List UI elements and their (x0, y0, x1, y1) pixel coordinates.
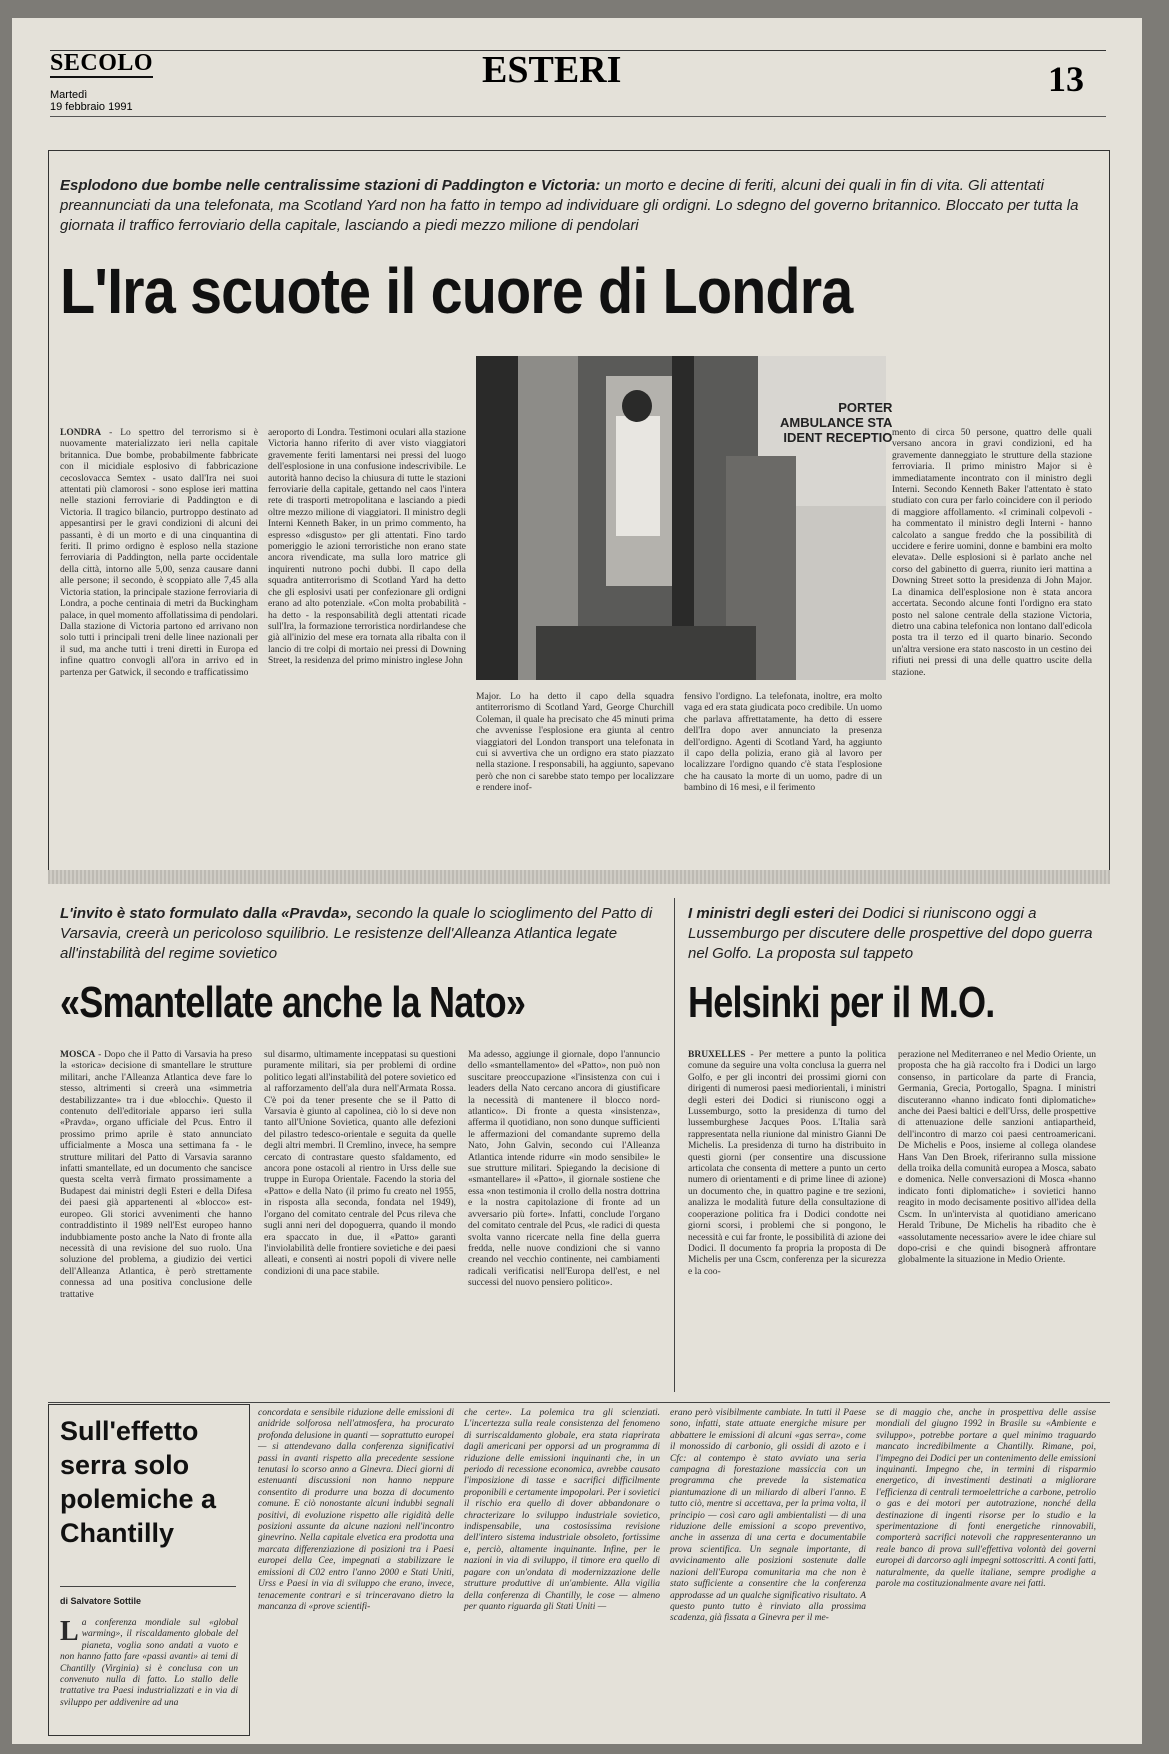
newspaper-page (12, 18, 1142, 1744)
nato-column-3: Ma adesso, aggiunge il giornale, dopo l'annuncio dello «smantellamento» del «Patto», non può non suscitare preoccupazione «l'insistenza con cui i leaders della Nato cercano ancora di giustificare la necessità di mantenere il blocco nord-atlantico». Di fronte a questa «insistenza», afferma il quotidiano, non sono dunque sufficienti le affermazioni del comandante supremo della Nato, John Galvin, secondo cui l'Alleanza Atlantica intende ridurre «in modo sensibile» le sue strutture militari. Spiegando la decisione di «smantellare» il «Patto», il giornale sostiene che essa «non testimonia il crollo della nostra dottrina e la nostra capitolazione di fronte ad un avversario più forte». Infatti, conclude l'organo del comitato centrale del Pcus, «le radici di questa svolta vanno ricercate nella fine della guerra fredda, nelle nuove condizioni che si vanno creando nel vecchio continente, nei cambiamenti radicali verificatisi nell'Europa dell'est, e nel successi del nuovo pensiero politico». (468, 1050, 660, 1289)
helsinki-column-1-text: - Per mettere a punto la politica comune da seguire una volta conclusa la guerra nel Golfo, e per gli incontri dei prossimi giorni con dirigenti di numerosi paesi mediorientali, i ministri degli esteri dei Dodici si riuniscono oggi a Lussemburgo, sotto la presidenza di turno del lussemburghese Jacques Poos. L'Italia sarà rappresentata nella riunione dal ministro Gianni De Michelis. La presidenza di turno ha distribuito in questi giorni (per consentire una discussione articolata che consenta di mettere a punto un certo numero di orientamenti e di prime linee di azione) un documento che, in quattro pagine e tre sezioni, analizza le modalità future della consultazione di cooperazione politica fra i Dodici condotte nei giorni scorsi, i problemi che si pongono, le necessità e cui far fronte, le possibilità di azione dei Dodici. Il documento fa propria la proposta di De Michelis per una Cscm, conferenza per la sicurezza e la coo- (688, 1050, 886, 1277)
photo-sign-text: PORTER AMBULANCE STA IDENT RECEPTIO (780, 400, 893, 445)
top-story-column-3: Major. Lo ha detto il capo della squadra antiterrorismo di Scotland Yard, George Churchill Coleman, il quale ha precisato che 45 minuti prima che avvenisse l'esplosione era giunta al centro viaggiatori del London transport una telefonata in cui si avvertiva che un ordigno era stato piazzato nella stazione. I responsabili, ha aggiunto, sapevano però che non ci sarebbe stato tempo per localizzare e rendere inof- (476, 692, 674, 794)
top-story-column-1-text: - Lo spettro del terrorismo si è nuovamente materializzato ieri nella capitale britannica. Due bombe, probabilmente fabbricate con il micidiale esplosivo di fabbricazione cecoslovacca Semtex - usato dall'Ira nei suoi attentati più clamorosi - sono esplose ieri mattina nelle stazioni ferroviarie di Paddington e di Victoria. Il tragico bilancio, purtroppo destinato ad appesantirsi per le gravi condizioni di alcuni dei passanti, è di un morto e di una cinquantina di feriti. Il primo ordigno è esploso nella stazione ferroviaria di Paddington, nella parte occidentale della città, intorno alle 5,00, senza causare danni alle persone; il secondo, è scoppiato alle 7,45 alla Victoria station, la principale stazione ferroviaria di Londra, a poche centinaia di metri da Buckingham palace, in quel momento affollatissima di pendolari. Dalla stazione di Victoria partono ed arrivano non solo tutti i principali treni delle linee nazionali per il sud, ma anche tutti i treni diretti in Europa ed infine quattro convogli all'ora in arrivo ed in partenza per Gatwick, il secondo e trafficatissimo (60, 428, 258, 678)
helsinki-kicker (688, 904, 1098, 964)
chantilly-column-1-text: a conferenza mondiale sul «global warming», il riscaldamento globale del pianeta, voglia sono andati a vuoto e non hanno fatto fare «passi avanti» ai temi di Chantilly (Virginia) si è conclusa con un convenuto nulla di fatto. Lo stallo delle trattative tra Paesi industrializzati e in via di sviluppo per addivenire ad una (60, 1618, 238, 1708)
helsinki-kicker-text: dei Dodici si riuniscono oggi a Lussemburgo per discutere delle prospettive del dopo guerra nel Golfo. La proposta sul tappeto (688, 905, 1093, 962)
top-story-column-1 (60, 428, 258, 868)
top-story-column-2: aeroporto di Londra. Testimoni oculari alla stazione Victoria hanno riferito di aver visto viaggiatori gravemente feriti lamentarsi nei pressi del luogo dell'esplosione in una confusione indescrivibile. Le autorità hanno deciso la chiusura di tutte le stazioni ferroviarie della capitale, gettando nel caos l'intera rete di trasporti metropolitana e lasciando a piedi oltre mezzo milione di viaggiatori. Il ministro degli Interni Kenneth Baker, in un primo commento, ha espresso «disgusto» per gli attentati. Fino tardo pomeriggio le azioni terroristiche non erano state ancora rivendicate, ma sulla loro matrice gli inquirenti nutrono pochi dubbi. Il capo della squadra antiterrorismo di Scotland Yard ha detto che gli esplosivi usati per confezionare gli ordigni erano ad alto potenziale. «Con molta probabilità - ha detto - la responsabilità degli attentati ricade sull'Ira, la formazione terroristica nordirlandese che già all'inizio del mese era tornata alla ribalta con il lancio di tre colpi di mortaio nei pressi di Downing Street, la residenza del primo ministro inglese John (268, 428, 466, 667)
divider-bar (48, 870, 1110, 884)
page-number: 13 (1048, 59, 1084, 99)
top-story-headline: L'Ira scuote il cuore di Londra (60, 255, 853, 327)
chantilly-column-4: erano però visibilmente cambiate. In tutti il Paese sono, infatti, state attuate energiche misure per abbattere le emissioni di alcuni «gas serra», come il monossido di carbonio, gli ossidi di azoto e i Cfc: al contempo è stato avviato una seria campagna di forestazione massiccia con un programma che prevede la sistematica piantumazione di un miliardo di alberi l'anno. E tutto ciò, mentre si accettava, per la prima volta, il principio — così caro agli ambientalisti — di una riduzione delle emissioni a scopo preventivo, anche in assenza di una certa e documentabile prova scientifica. Un segnale importante, di avvicinamento alle posizioni sostenute dalle nazioni dell'Europa comunitaria ma che non è stato sufficiente a consentire che la conferenza approdasse ad un qualche significativo risultato. A questo punto tutto è rinviato alla prossima scadenza, già fissata a Ginevra per il me- (670, 1408, 866, 1624)
helsinki-kicker-lead: I ministri degli esteri (688, 905, 834, 922)
nato-kicker-lead: L'invito è stato formulato dalla «Pravda», (60, 905, 352, 922)
chantilly-dropcap: L (60, 1616, 79, 1647)
helsinki-headline: Helsinki per il M.O. (688, 978, 995, 1027)
helsinki-dateline: BRUXELLES (688, 1050, 746, 1060)
nato-kicker (60, 904, 660, 964)
newspaper-logo: SECOLO (50, 50, 154, 76)
nato-column-1-text: - Dopo che il Patto di Varsavia ha preso la «storica» decisione di smantellare le strutture militari, anche l'Alleanza Atlantica deve fare lo stesso, altrimenti si creerà una «simmetria destabilizzante» tra i due «blocchi». Questo il contenuto dell'editoriale apparso ieri sulla «Pravda», organo ufficiale del Pcus. Entro il prossimo primo aprile è stato annunciato ufficialmente a Mosca una settimana fa - le strutture militari del Patto di Varsavia saranno infatti smantellate, ed un documento che sancisce questa scelta verrà firmato prossimamente a Budapest dai ministri degli Esteri e della Difesa dei paesi già appartenenti al «blocco» est-europeo. Gli storici avvenimenti che hanno contraddistinto il 1989 nell'Est europeo hanno indubbiamente posto anche la Nato di fronte alla necessità di una revisione del suo ruolo. Una soluzione del problema, a giudizio dei vertici dell'Alleanza Atlantica, è però strettamente connessa ad una positiva conclusione delle trattative (60, 1050, 252, 1300)
nato-column-2: sul disarmo, ultimamente inceppatasi su questioni puramente militari, sia per problemi di ordine politico legati all'instabilità del potere sovietico ed al rafforzamento dell'ala dura nell'Armata Rossa. C'è poi da tener presente che se il Patto di Varsavia è giunto al capolinea, ciò lo si deve non tanto all'Unione Sovietica, quanto alle defezioni del pilastro tedesco-orientale e seguita da quelle degli altri membri. Il Cremlino, invece, ha sempre cercato di contrastare questo sfaldamento, ed ancora pone ostacoli al rientro in Urss delle sue truppe in Europa Orientale. Facendo la storia del «Patto» e della Nato (il primo fu creato nel 1955, in risposta alla seconda, fondata nel 1949), l'organo del comitato centrale del Pcus rileva che sugli anni neri del dopoguerra, quando il mondo era spaccato in due, il «Patto» garantì l'inviolabilità delle frontiere sovietiche e dei paesi alleati, e consentì ai nostri popoli di vivere nelle condizioni di una pace stabile. (264, 1050, 456, 1277)
chantilly-column-1 (60, 1618, 238, 1730)
masthead-rule-lower (50, 116, 1106, 117)
nato-kicker-text: secondo la quale lo scioglimento del Patto di Varsavia, creerà un pericoloso squilibrio. Le resistenze dell'Alleanza Atlantica legate all'instabilità del regime sovietico (60, 905, 653, 962)
section-title: ESTERI (482, 49, 622, 91)
top-story-dateline: LONDRA (60, 428, 102, 438)
chantilly-byline: di Salvatore Sottile (60, 1596, 142, 1606)
top-story-kicker (60, 176, 1090, 236)
helsinki-column-1 (688, 1050, 886, 1392)
chantilly-column-3: che certe». La polemica tra gli scienziati. L'incertezza sulla reale consistenza del fenomeno di surriscaldamento globale, era stata riaprirata dagli americani per opporsi ad un programma di riduzione delle emissioni inquinanti che, in un periodo di recessione economica, avrebbe causato l'imposizione di tasse e sacrifici difficilmente proponibili e certamente impopolari. Per i sovietici il rischio era quello di dover abbandonare o chracterizare lo sviluppo industriale sovietico, indispensabile, una costosissima revisione dell'intero sistema industriale obsoleto, fortissime e, perciò, altamente inquinante. Infine, per le nazioni in via di sviluppo, il timore era quello di pagare con un'ondata di modernizzazione delle strutture produttive di un'ambiente. Alla vigilia della conferenza di Chantilly, le cose — almeno per quanto riguarda gli Stati Uniti — (464, 1408, 660, 1612)
nato-dateline: MOSCA (60, 1050, 96, 1060)
nato-headline: «Smantellate anche la Nato» (60, 978, 526, 1027)
masthead-date: 19 febbraio 1991 (50, 101, 133, 113)
chantilly-top-rule (48, 1402, 1110, 1403)
nato-column-1 (60, 1050, 252, 1392)
chantilly-headline: Sull'effetto serra solo polemiche a Chantilly (60, 1416, 217, 1548)
chantilly-column-2: concordata e sensibile riduzione delle emissioni di anidride solforosa nell'atmosfera, ha procurato profonda delusione in quanti — soprattutto europei — si attendevano dalla conferenza significativi passi in avanti rispetto alla precedente sessione tenutasi lo scorso anno a Ginevra. Dieci giorni di estenuanti discussioni non hanno neppure consentito di produrre una bozza di documento comune. E ciò nonostante alcuni indubbi segnali positivi, di evoluzione rispetto alle rigidità delle posizioni assunte da alcune nazioni nell'incontro ginevrino. Nella capitale elvetica era prodotta una marcata differenziazione di posizioni tra i Paesi europei della Cee, impegnati a stabilizzare le emissioni di C02 entro l'anno 2000 e Stati Uniti, Urss e Paesi in via di sviluppo che erano, invece, tenacemente contrari e si trinceravano dietro la mancanza di «prove scientifi- (258, 1408, 454, 1612)
chantilly-column-5: se di maggio che, anche in prospettiva delle assise mondiali del giugno 1992 in Brasile su «Ambiente e sviluppo», potrebbe portare a quel minimo traguardo mancato incredibilmente a Chantilly. Rimane, poi, l'impegno dei Dodici per un contenimento delle emissioni inquinanti. Impegno che, in termini di risparmio energetico, di investimenti destinati a migliorare l'efficienza di centrali termoelettriche a carbone, petrolio o gas e dei motori per autotrazione, nonché della destinazione di ingenti risorse per lo studio e la sperimentazione di fonti energetiche rinnovabili, comporterà sacrifici notevoli che rappresenteranno un reale banco di prova sull'effettiva volontà dei governi europei di darcorso agli impegni sottoscritti. A conti fatti, naturalmente, da quelle italiane, sempre prodighe a parole ma costituzionalmente avare nei fatti. (876, 1408, 1096, 1590)
nato-helsinki-divider (674, 898, 675, 1392)
top-story-kicker-text: un morto e decine di feriti, alcuni dei quali in fin di vita. Gli attentati preannunciati da una telefonata, ma Scotland Yard non ha fatto in tempo ad individuare gli ordigni. Lo sdegno del governo britannico. Bloccato per tutta la giornata il traffico ferroviario della capitale, lasciando a piedi mezzo milione di pendolari (60, 177, 1079, 234)
byline-rule (60, 1586, 236, 1587)
helsinki-column-2: perazione nel Mediterraneo e nel Medio Oriente, un proposta che ha già raccolto fra i Dodici un largo consenso, in particolare da parte di Francia, Germania, Grecia, Portogallo, Spagna. I ministri discuteranno «hanno indicato fonti diplomatiche» anche dei Paesi baltici e dell'Urss, delle prospettive di attenuazione delle sanzioni antiapartheid, dell'incontro di marzo coi paesi centroamericani. De Michelis e Poos, insieme al collega olandese Hans Van Den Broek, riferiranno sulla missione della troika della comunità europea a Mosca, sabato e domenica. Nelle conversazioni di Mosca «hanno indicato fonti diplomatiche» i sovietici hanno reagito in modo decisamente positivo all'idea della Cscm. In un'intervista al quotidiano americano Herald Tribune, De Michelis ha ribadito che è «assolutamente necessario» avere le idee chiare sul dopo-crisi e che quindi bisognerà affrontare globalmente la situazione in Medio Oriente. (898, 1050, 1096, 1266)
top-story-column-4: fensivo l'ordigno. La telefonata, inoltre, era molto vaga ed era stata giudicata poco credibile. Un uomo che parlava affrettatamente, ha detto di essere dell'Ira dopo aver annunciato la presenza dell'ordigno. Agenti di Scotland Yard, ha aggiunto il capo della polizia, erano già al lavoro per localizzare l'ordigno quando c'è stata l'esplosione che ha causato la morte di un uomo, padre di un bambino di 16 mesi, e il ferimento (684, 692, 882, 794)
top-story-column-5: mento di circa 50 persone, quattro delle quali versano ancora in gravi condizioni, ed ha gravemente danneggiato le strutture della stazione ferroviaria. Il primo ministro Major si è immediatamente incontrato con il ministro degli Interni. Secondo Kenneth Baker l'attentato è stato studiato con cura per farlo coincidere con il periodo di maggiore affollamento. «I criminali colpevoli - ha commentato il ministro degli Interni - hanno calcolato a sangue freddo che la possibilità di uccidere e ferire uomini, donne e bambini era molto elevata». Delle esplosioni si è parlato anche nel corso del gabinetto di guerra, riunito ieri mattina a Downing Street sotto la presidenza di John Major. La dinamica dell'esplosione non è stata ancora accertata. Secondo alcune fonti l'ordigno era stato posto nel salone centrale della stazione Victoria, dietro una cabina telefonica non lontano dall'edicola posta tra il terzo ed il quarto binario. Secondo un'altra versione era stato nascosto in un cestino dei rifiuti nei pressi di una delle quattro uscite della stazione. (892, 428, 1092, 678)
station-photo (476, 356, 893, 680)
masthead-day: Martedì (50, 89, 88, 101)
top-story-kicker-lead: Esplodono due bombe nelle centralissime stazioni di Paddington e Victoria: (60, 177, 601, 194)
